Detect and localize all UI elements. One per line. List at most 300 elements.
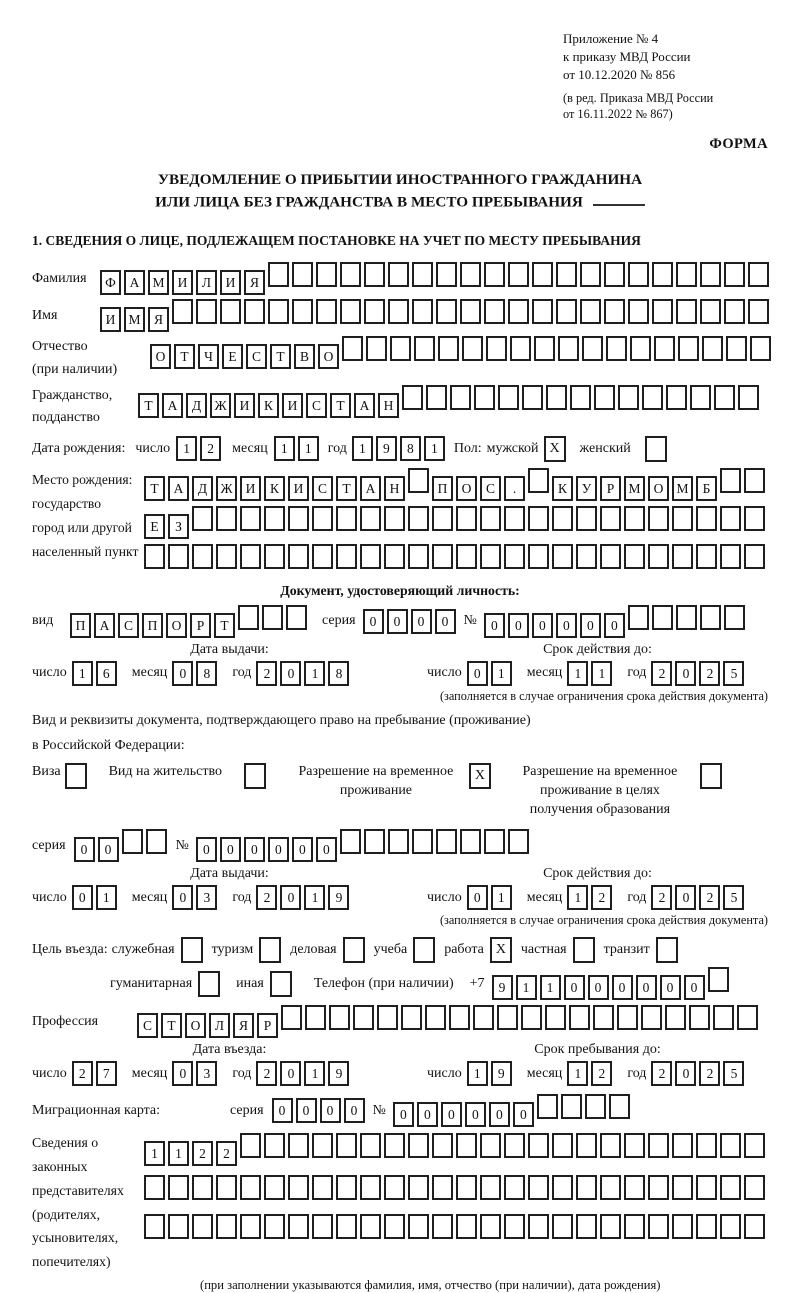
option-residence-permit-checkbox[interactable]	[244, 763, 266, 789]
char-cell[interactable]	[569, 1005, 590, 1030]
char-cell[interactable]: М	[148, 270, 169, 295]
char-cell[interactable]	[672, 506, 693, 531]
char-cell[interactable]: 0	[316, 837, 337, 862]
char-cell[interactable]	[336, 506, 357, 531]
char-cell[interactable]	[534, 336, 555, 361]
char-cell[interactable]: С	[306, 393, 327, 418]
issue-day-cells[interactable]	[72, 661, 120, 686]
char-cell[interactable]: 2	[591, 1061, 612, 1086]
char-cell[interactable]: 0	[280, 1061, 301, 1086]
char-cell[interactable]	[552, 1175, 573, 1200]
char-cell[interactable]: 2	[216, 1141, 237, 1166]
char-cell[interactable]	[192, 506, 213, 531]
char-cell[interactable]	[216, 506, 237, 531]
citizenship-cells[interactable]	[138, 385, 762, 418]
char-cell[interactable]	[609, 1094, 630, 1119]
char-cell[interactable]	[624, 544, 645, 569]
char-cell[interactable]: К	[258, 393, 279, 418]
char-cell[interactable]	[724, 262, 745, 287]
char-cell[interactable]	[672, 1175, 693, 1200]
char-cell[interactable]: И	[288, 476, 309, 501]
char-cell[interactable]	[537, 1094, 558, 1119]
birthplace-cells-row-3[interactable]	[144, 544, 768, 574]
char-cell[interactable]	[432, 544, 453, 569]
char-cell[interactable]	[552, 506, 573, 531]
char-cell[interactable]	[561, 1094, 582, 1119]
char-cell[interactable]: 2	[200, 436, 221, 461]
char-cell[interactable]: 9	[491, 1061, 512, 1086]
char-cell[interactable]: А	[94, 613, 115, 638]
char-cell[interactable]	[504, 1133, 525, 1158]
char-cell[interactable]: 1	[424, 436, 445, 461]
char-cell[interactable]: 0	[393, 1102, 414, 1127]
char-cell[interactable]: Ч	[198, 344, 219, 369]
char-cell[interactable]: И	[220, 270, 241, 295]
char-cell[interactable]	[360, 506, 381, 531]
char-cell[interactable]: 3	[196, 885, 217, 910]
purpose-private-checkbox[interactable]	[573, 937, 595, 963]
char-cell[interactable]: 5	[723, 885, 744, 910]
char-cell[interactable]: С	[246, 344, 267, 369]
char-cell[interactable]	[624, 506, 645, 531]
char-cell[interactable]: 0	[467, 885, 488, 910]
char-cell[interactable]	[618, 385, 639, 410]
char-cell[interactable]	[528, 1133, 549, 1158]
char-cell[interactable]	[700, 262, 721, 287]
expiry-month-cells[interactable]	[567, 661, 615, 686]
char-cell[interactable]	[342, 336, 363, 361]
char-cell[interactable]	[388, 299, 409, 324]
char-cell[interactable]	[388, 829, 409, 854]
char-cell[interactable]: 0	[675, 885, 696, 910]
char-cell[interactable]: 2	[699, 1061, 720, 1086]
char-cell[interactable]	[264, 1133, 285, 1158]
stay-day-cells[interactable]	[467, 1061, 515, 1086]
char-cell[interactable]	[377, 1005, 398, 1030]
char-cell[interactable]	[600, 1214, 621, 1239]
char-cell[interactable]	[628, 299, 649, 324]
char-cell[interactable]: Т	[214, 613, 235, 638]
purpose-transit-checkbox[interactable]	[656, 937, 678, 963]
char-cell[interactable]	[744, 1214, 765, 1239]
char-cell[interactable]	[504, 1175, 525, 1200]
char-cell[interactable]	[412, 262, 433, 287]
char-cell[interactable]	[545, 1005, 566, 1030]
char-cell[interactable]	[585, 1094, 606, 1119]
char-cell[interactable]: 0	[292, 837, 313, 862]
char-cell[interactable]: 1	[491, 885, 512, 910]
char-cell[interactable]	[672, 1133, 693, 1158]
char-cell[interactable]: 2	[256, 1061, 277, 1086]
char-cell[interactable]: С	[312, 476, 333, 501]
char-cell[interactable]	[316, 262, 337, 287]
char-cell[interactable]: 2	[699, 661, 720, 686]
char-cell[interactable]: О	[185, 1013, 206, 1038]
char-cell[interactable]	[504, 1214, 525, 1239]
char-cell[interactable]: 1	[176, 436, 197, 461]
char-cell[interactable]	[408, 506, 429, 531]
char-cell[interactable]	[240, 544, 261, 569]
char-cell[interactable]: 0	[72, 885, 93, 910]
char-cell[interactable]	[484, 299, 505, 324]
arrival-year-cells[interactable]	[256, 1061, 352, 1086]
char-cell[interactable]: 0	[272, 1098, 293, 1123]
char-cell[interactable]: 0	[387, 609, 408, 634]
char-cell[interactable]	[480, 544, 501, 569]
char-cell[interactable]	[388, 262, 409, 287]
char-cell[interactable]: 0	[441, 1102, 462, 1127]
char-cell[interactable]	[672, 544, 693, 569]
char-cell[interactable]	[486, 336, 507, 361]
char-cell[interactable]: 0	[172, 661, 193, 686]
patronymic-cells[interactable]	[150, 336, 774, 369]
residence-expiry-year-cells[interactable]	[651, 885, 747, 910]
char-cell[interactable]	[264, 1214, 285, 1239]
char-cell[interactable]: 9	[376, 436, 397, 461]
char-cell[interactable]	[570, 385, 591, 410]
phone-cells[interactable]	[492, 967, 732, 1000]
char-cell[interactable]	[594, 385, 615, 410]
char-cell[interactable]: А	[354, 393, 375, 418]
char-cell[interactable]	[630, 336, 651, 361]
char-cell[interactable]	[168, 544, 189, 569]
title-blank-line[interactable]	[593, 191, 645, 207]
char-cell[interactable]	[654, 336, 675, 361]
char-cell[interactable]: 0	[268, 837, 289, 862]
char-cell[interactable]	[700, 605, 721, 630]
char-cell[interactable]	[600, 506, 621, 531]
purpose-tourism-checkbox[interactable]	[259, 937, 281, 963]
char-cell[interactable]	[648, 1133, 669, 1158]
char-cell[interactable]	[606, 336, 627, 361]
char-cell[interactable]	[172, 299, 193, 324]
char-cell[interactable]	[696, 506, 717, 531]
char-cell[interactable]: Т	[138, 393, 159, 418]
char-cell[interactable]: 2	[699, 885, 720, 910]
char-cell[interactable]: Н	[384, 476, 405, 501]
char-cell[interactable]	[528, 544, 549, 569]
arrival-month-cells[interactable]	[172, 1061, 220, 1086]
residence-number-cells[interactable]	[196, 829, 532, 862]
char-cell[interactable]: И	[100, 307, 121, 332]
char-cell[interactable]	[724, 605, 745, 630]
char-cell[interactable]: Ж	[210, 393, 231, 418]
char-cell[interactable]	[364, 299, 385, 324]
char-cell[interactable]: 0	[172, 885, 193, 910]
char-cell[interactable]	[497, 1005, 518, 1030]
char-cell[interactable]: 0	[636, 975, 657, 1000]
char-cell[interactable]: 0	[220, 837, 241, 862]
char-cell[interactable]: 1	[298, 436, 319, 461]
char-cell[interactable]: 0	[280, 885, 301, 910]
char-cell[interactable]: Р	[257, 1013, 278, 1038]
migration-number-cells[interactable]	[393, 1094, 633, 1127]
char-cell[interactable]	[700, 299, 721, 324]
char-cell[interactable]: З	[168, 514, 189, 539]
char-cell[interactable]	[432, 1214, 453, 1239]
char-cell[interactable]	[408, 1175, 429, 1200]
char-cell[interactable]: А	[168, 476, 189, 501]
char-cell[interactable]: 2	[192, 1141, 213, 1166]
char-cell[interactable]	[456, 1214, 477, 1239]
char-cell[interactable]	[696, 1175, 717, 1200]
char-cell[interactable]	[456, 506, 477, 531]
char-cell[interactable]	[641, 1005, 662, 1030]
char-cell[interactable]: И	[282, 393, 303, 418]
char-cell[interactable]	[648, 1175, 669, 1200]
char-cell[interactable]: 0	[296, 1098, 317, 1123]
char-cell[interactable]	[238, 605, 259, 630]
purpose-humanitarian-checkbox[interactable]	[198, 971, 220, 997]
purpose-study-checkbox[interactable]	[413, 937, 435, 963]
purpose-work-checkbox[interactable]: X	[490, 937, 512, 963]
char-cell[interactable]	[744, 1133, 765, 1158]
char-cell[interactable]	[652, 299, 673, 324]
char-cell[interactable]	[436, 299, 457, 324]
char-cell[interactable]: Д	[186, 393, 207, 418]
char-cell[interactable]	[414, 336, 435, 361]
birthdate-day-cells[interactable]	[176, 436, 224, 461]
char-cell[interactable]: 8	[400, 436, 421, 461]
char-cell[interactable]	[360, 1175, 381, 1200]
residence-issue-year-cells[interactable]	[256, 885, 352, 910]
char-cell[interactable]	[648, 1214, 669, 1239]
char-cell[interactable]	[708, 967, 729, 992]
char-cell[interactable]: 1	[144, 1141, 165, 1166]
char-cell[interactable]: 2	[651, 885, 672, 910]
residence-series-cells[interactable]	[74, 829, 170, 862]
char-cell[interactable]	[336, 544, 357, 569]
char-cell[interactable]: Ж	[216, 476, 237, 501]
char-cell[interactable]: 0	[484, 613, 505, 638]
char-cell[interactable]	[264, 506, 285, 531]
char-cell[interactable]: 0	[244, 837, 265, 862]
char-cell[interactable]	[604, 262, 625, 287]
char-cell[interactable]	[600, 544, 621, 569]
char-cell[interactable]: П	[70, 613, 91, 638]
char-cell[interactable]	[624, 1133, 645, 1158]
char-cell[interactable]	[676, 262, 697, 287]
char-cell[interactable]	[312, 544, 333, 569]
residence-expiry-day-cells[interactable]	[467, 885, 515, 910]
char-cell[interactable]	[713, 1005, 734, 1030]
char-cell[interactable]	[456, 1133, 477, 1158]
char-cell[interactable]: И	[172, 270, 193, 295]
char-cell[interactable]: 1	[591, 661, 612, 686]
char-cell[interactable]: С	[118, 613, 139, 638]
char-cell[interactable]: .	[504, 476, 525, 501]
birthdate-year-cells[interactable]	[352, 436, 448, 461]
char-cell[interactable]: 1	[467, 1061, 488, 1086]
char-cell[interactable]: 6	[96, 661, 117, 686]
char-cell[interactable]	[473, 1005, 494, 1030]
char-cell[interactable]	[576, 544, 597, 569]
char-cell[interactable]	[336, 1133, 357, 1158]
option-temp-residence-education-checkbox[interactable]	[700, 763, 722, 789]
char-cell[interactable]	[240, 1214, 261, 1239]
char-cell[interactable]	[390, 336, 411, 361]
char-cell[interactable]: 1	[491, 661, 512, 686]
char-cell[interactable]	[262, 605, 283, 630]
migration-series-cells[interactable]	[272, 1098, 368, 1123]
char-cell[interactable]	[665, 1005, 686, 1030]
char-cell[interactable]: 0	[465, 1102, 486, 1127]
expiry-year-cells[interactable]	[651, 661, 747, 686]
char-cell[interactable]	[450, 385, 471, 410]
char-cell[interactable]	[748, 262, 769, 287]
char-cell[interactable]	[384, 506, 405, 531]
char-cell[interactable]	[384, 1175, 405, 1200]
char-cell[interactable]	[720, 506, 741, 531]
char-cell[interactable]: 0	[417, 1102, 438, 1127]
char-cell[interactable]	[552, 1133, 573, 1158]
char-cell[interactable]	[689, 1005, 710, 1030]
char-cell[interactable]	[737, 1005, 758, 1030]
char-cell[interactable]: 8	[196, 661, 217, 686]
char-cell[interactable]	[146, 829, 167, 854]
sex-female-checkbox[interactable]	[645, 436, 667, 462]
char-cell[interactable]: О	[318, 344, 339, 369]
char-cell[interactable]	[696, 544, 717, 569]
char-cell[interactable]	[460, 299, 481, 324]
char-cell[interactable]	[426, 385, 447, 410]
char-cell[interactable]: 0	[604, 613, 625, 638]
char-cell[interactable]	[508, 299, 529, 324]
char-cell[interactable]	[312, 1133, 333, 1158]
char-cell[interactable]	[168, 1175, 189, 1200]
char-cell[interactable]	[412, 299, 433, 324]
char-cell[interactable]	[504, 506, 525, 531]
char-cell[interactable]	[408, 1133, 429, 1158]
char-cell[interactable]	[402, 385, 423, 410]
char-cell[interactable]: 0	[344, 1098, 365, 1123]
char-cell[interactable]: 0	[172, 1061, 193, 1086]
char-cell[interactable]: 0	[98, 837, 119, 862]
char-cell[interactable]: М	[624, 476, 645, 501]
char-cell[interactable]	[532, 299, 553, 324]
char-cell[interactable]	[628, 262, 649, 287]
stay-year-cells[interactable]	[651, 1061, 747, 1086]
char-cell[interactable]	[690, 385, 711, 410]
char-cell[interactable]	[436, 262, 457, 287]
char-cell[interactable]: О	[456, 476, 477, 501]
char-cell[interactable]	[702, 336, 723, 361]
char-cell[interactable]	[546, 385, 567, 410]
char-cell[interactable]	[528, 1175, 549, 1200]
char-cell[interactable]: П	[432, 476, 453, 501]
char-cell[interactable]	[312, 1214, 333, 1239]
char-cell[interactable]	[750, 336, 771, 361]
char-cell[interactable]	[676, 605, 697, 630]
char-cell[interactable]	[196, 299, 217, 324]
char-cell[interactable]: 0	[564, 975, 585, 1000]
char-cell[interactable]	[720, 1214, 741, 1239]
char-cell[interactable]: 1	[304, 885, 325, 910]
char-cell[interactable]: 0	[467, 661, 488, 686]
char-cell[interactable]: 0	[435, 609, 456, 634]
char-cell[interactable]	[168, 1214, 189, 1239]
purpose-business-checkbox[interactable]	[343, 937, 365, 963]
char-cell[interactable]: 0	[660, 975, 681, 1000]
char-cell[interactable]	[244, 299, 265, 324]
char-cell[interactable]	[744, 506, 765, 531]
residence-issue-month-cells[interactable]	[172, 885, 220, 910]
char-cell[interactable]	[724, 299, 745, 324]
char-cell[interactable]: Р	[600, 476, 621, 501]
char-cell[interactable]	[449, 1005, 470, 1030]
char-cell[interactable]: 5	[723, 1061, 744, 1086]
char-cell[interactable]	[384, 1133, 405, 1158]
char-cell[interactable]	[617, 1005, 638, 1030]
char-cell[interactable]	[305, 1005, 326, 1030]
char-cell[interactable]	[720, 1175, 741, 1200]
char-cell[interactable]: 0	[513, 1102, 534, 1127]
sex-male-checkbox[interactable]: X	[544, 436, 566, 462]
char-cell[interactable]	[288, 1214, 309, 1239]
char-cell[interactable]	[744, 468, 765, 493]
char-cell[interactable]	[312, 506, 333, 531]
char-cell[interactable]: 2	[591, 885, 612, 910]
char-cell[interactable]	[264, 544, 285, 569]
char-cell[interactable]	[192, 1214, 213, 1239]
representatives-cells-row-1[interactable]	[144, 1133, 768, 1166]
char-cell[interactable]: 0	[532, 613, 553, 638]
char-cell[interactable]: 0	[508, 613, 529, 638]
char-cell[interactable]: 9	[328, 885, 349, 910]
expiry-day-cells[interactable]	[467, 661, 515, 686]
char-cell[interactable]	[648, 544, 669, 569]
char-cell[interactable]: В	[294, 344, 315, 369]
char-cell[interactable]	[624, 1175, 645, 1200]
char-cell[interactable]	[288, 1133, 309, 1158]
char-cell[interactable]	[216, 544, 237, 569]
char-cell[interactable]	[652, 605, 673, 630]
char-cell[interactable]	[552, 544, 573, 569]
char-cell[interactable]: К	[264, 476, 285, 501]
char-cell[interactable]	[264, 1175, 285, 1200]
char-cell[interactable]	[192, 1175, 213, 1200]
char-cell[interactable]: Р	[190, 613, 211, 638]
char-cell[interactable]	[286, 605, 307, 630]
char-cell[interactable]	[528, 1214, 549, 1239]
birthdate-month-cells[interactable]	[274, 436, 322, 461]
char-cell[interactable]: 0	[411, 609, 432, 634]
char-cell[interactable]	[292, 299, 313, 324]
char-cell[interactable]	[624, 1214, 645, 1239]
char-cell[interactable]: И	[234, 393, 255, 418]
char-cell[interactable]	[666, 385, 687, 410]
char-cell[interactable]: Л	[209, 1013, 230, 1038]
char-cell[interactable]: 1	[567, 885, 588, 910]
char-cell[interactable]	[508, 829, 529, 854]
char-cell[interactable]	[220, 299, 241, 324]
representatives-cells-row-3[interactable]	[144, 1214, 768, 1244]
char-cell[interactable]	[672, 1214, 693, 1239]
char-cell[interactable]	[532, 262, 553, 287]
purpose-official-checkbox[interactable]	[181, 937, 203, 963]
char-cell[interactable]: А	[124, 270, 145, 295]
char-cell[interactable]	[360, 1133, 381, 1158]
char-cell[interactable]	[192, 544, 213, 569]
birthplace-cells-row-1[interactable]	[144, 468, 768, 501]
arrival-day-cells[interactable]	[72, 1061, 120, 1086]
char-cell[interactable]	[281, 1005, 302, 1030]
char-cell[interactable]: А	[360, 476, 381, 501]
char-cell[interactable]	[360, 1214, 381, 1239]
char-cell[interactable]	[122, 829, 143, 854]
stay-month-cells[interactable]	[567, 1061, 615, 1086]
char-cell[interactable]	[480, 1133, 501, 1158]
